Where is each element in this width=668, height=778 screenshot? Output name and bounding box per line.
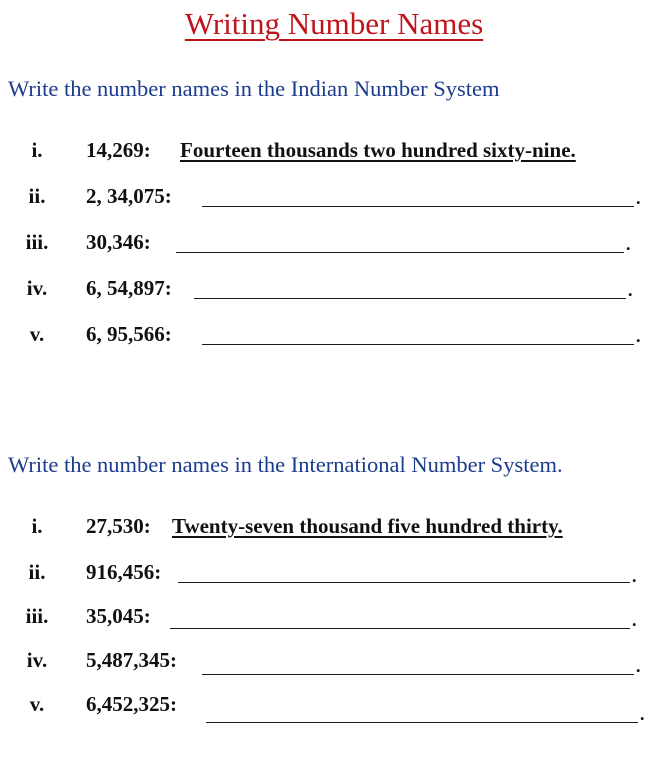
roman-numeral: iv.: [26, 276, 48, 300]
end-period: .: [636, 656, 641, 676]
given-number: 14,269:: [86, 138, 151, 162]
roman-numeral: iv.: [26, 648, 48, 672]
end-period: .: [626, 234, 631, 254]
given-number: 6, 54,897:: [86, 276, 172, 300]
answer-blank-line[interactable]: [194, 298, 626, 299]
given-number: 6, 95,566:: [86, 322, 172, 346]
given-number: 30,346:: [86, 230, 151, 254]
end-period: .: [640, 704, 645, 724]
answer-text: Fourteen thousands two hundred sixty-nine.: [180, 138, 576, 162]
section-heading-international: Write the number names in the International Number System.: [8, 452, 563, 477]
answer-blank-line[interactable]: [202, 206, 634, 207]
given-number: 35,045:: [86, 604, 151, 628]
answer-blank-line[interactable]: [202, 344, 634, 345]
given-number: 916,456:: [86, 560, 162, 584]
given-number: 2, 34,075:: [86, 184, 172, 208]
given-number: 5,487,345:: [86, 648, 177, 672]
roman-numeral: ii.: [28, 560, 46, 584]
answer-blank-line[interactable]: [178, 582, 630, 583]
answer-blank-line[interactable]: [206, 722, 638, 723]
end-period: .: [632, 566, 637, 586]
roman-numeral: ii.: [28, 184, 46, 208]
answer-blank-line[interactable]: [202, 674, 634, 675]
answer-blank-line[interactable]: [170, 628, 630, 629]
roman-numeral: v.: [29, 692, 45, 716]
roman-numeral: iii.: [25, 230, 49, 254]
section-heading-indian: Write the number names in the Indian Number System: [8, 76, 500, 101]
roman-numeral: i.: [31, 514, 43, 538]
answer-text: Twenty-seven thousand five hundred thirty.: [172, 514, 563, 538]
answer-blank-line[interactable]: [176, 252, 624, 253]
roman-numeral: v.: [29, 322, 45, 346]
roman-numeral: iii.: [25, 604, 49, 628]
end-period: .: [636, 326, 641, 346]
end-period: .: [632, 610, 637, 630]
given-number: 27,530:: [86, 514, 151, 538]
given-number: 6,452,325:: [86, 692, 177, 716]
end-period: .: [628, 280, 633, 300]
roman-numeral: i.: [31, 138, 43, 162]
end-period: .: [636, 188, 641, 208]
worksheet-title: Writing Number Names: [184, 6, 484, 41]
